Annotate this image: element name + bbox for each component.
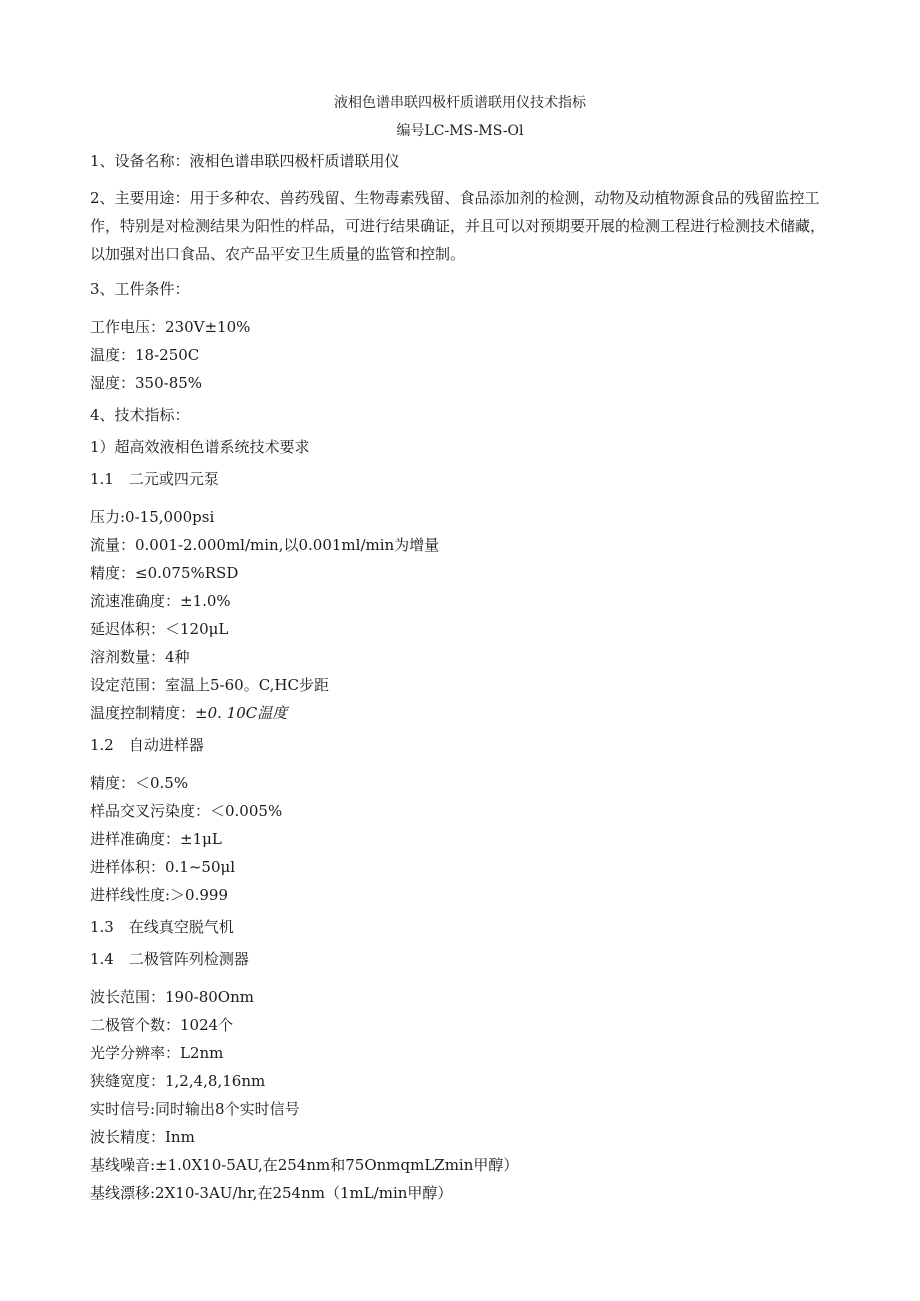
pump-spec: 流速准确度：±1.0%: [90, 592, 231, 610]
detector-spec: 二极管个数：1024个: [90, 1016, 234, 1034]
autosampler-spec: 进样体积：0.1~50μl: [90, 858, 236, 876]
heading-pump: 1.1 二元或四元泵: [90, 470, 219, 488]
detector-spec: 基线漂移:2X10-3AU∕hr,在254nm（1mL/min甲醇）: [90, 1184, 453, 1202]
pump-spec: 溶剂数量：4种: [90, 648, 190, 666]
pump-spec: 精度：≤0.075%RSD: [90, 564, 239, 582]
pump-spec: 压力:0-15,000psi: [90, 508, 215, 526]
subsection-uplc: 1）超高效液相色谱系统技术要求: [90, 438, 310, 456]
section-main-use: 2、主要用途：用于多种农、兽药残留、生物毒素残留、食品添加剂的检测，动物及动植物源食品的残留监控工作，特别是对检测结果为阳性的样品，可进行结果确证，并且可以对预期要开展的检测工程进行检测技术储藏，以加强对出口食品、农产品平安卫生质量的监管和控制。: [90, 189, 826, 263]
temperature-control-value: ±0. 10C温度: [195, 704, 288, 722]
autosampler-spec: 样品交叉污染度：＜0.005%: [90, 802, 283, 820]
detector-spec: 狭缝宽度：1,2,4,8,16nm: [90, 1072, 266, 1090]
section-working-conditions: 3、工件条件：: [90, 280, 190, 298]
detector-spec: 波长精度：Inm: [90, 1128, 195, 1146]
working-humidity: 湿度：350-85%: [90, 374, 203, 392]
pump-spec: 流量：0.001-2.000ml∕min,以0.001ml∕min为增量: [90, 536, 440, 554]
working-voltage: 工作电压：230V±10%: [90, 318, 251, 336]
pump-spec: 设定范围：室温上5-60。C,HC步距: [90, 676, 329, 694]
pump-spec: 延迟体积：＜120μL: [90, 620, 229, 638]
document-title: 液相色谱串联四极杆质谱联用仪技术指标: [334, 95, 586, 111]
autosampler-spec: 进样线性度:＞0.999: [90, 886, 228, 904]
working-temperature: 温度：18-250C: [90, 346, 200, 364]
heading-dad-detector: 1.4 二极管阵列检测器: [90, 950, 249, 968]
heading-degasser: 1.3 在线真空脱气机: [90, 918, 234, 936]
temperature-control-label: 温度控制精度：: [90, 704, 196, 722]
detector-spec: 光学分辨率：L2nm: [90, 1044, 224, 1062]
section-technical-specs: 4、技术指标：: [90, 406, 190, 424]
detector-spec: 波长范围：190-80Onm: [90, 988, 254, 1006]
section-equipment-name: 1、设备名称：液相色谱串联四极杆质谱联用仪: [90, 152, 400, 170]
temperature-control-accuracy: [90, 702, 287, 723]
autosampler-spec: 进样准确度：±1μL: [90, 830, 222, 848]
autosampler-spec: 精度：＜0.5%: [90, 774, 189, 792]
document-code: 编号LC-MS-MS-Ol: [396, 123, 524, 139]
heading-autosampler: 1.2 自动进样器: [90, 736, 204, 754]
detector-spec: 基线噪音:±1.0X10-5AU,在254nm和75OnmqmLZmin甲醇）: [90, 1156, 519, 1174]
detector-spec: 实时信号:同时输出8个实时信号: [90, 1100, 300, 1118]
